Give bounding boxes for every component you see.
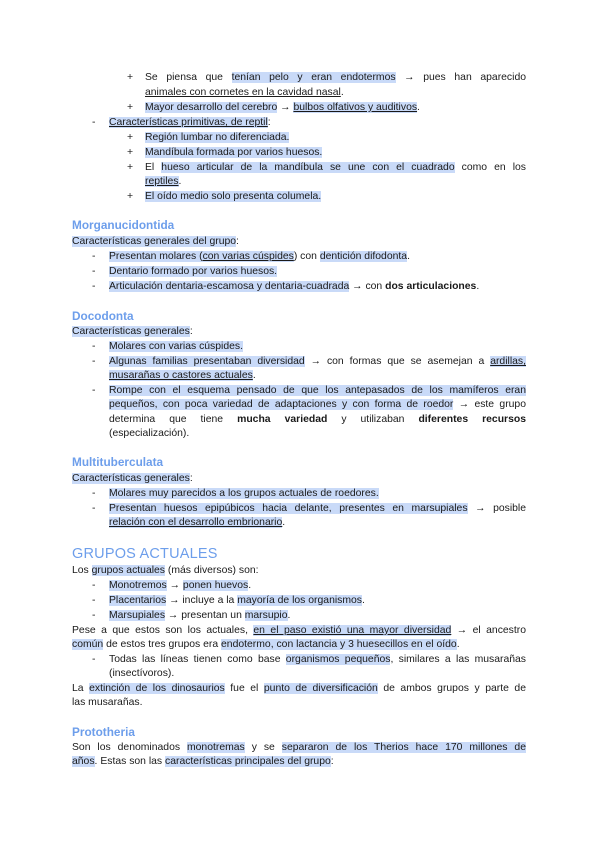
text: . xyxy=(287,610,291,621)
highlight: grupos actuales xyxy=(91,565,165,576)
dash-bullet: - xyxy=(92,385,96,396)
text: . xyxy=(417,102,420,113)
text-line xyxy=(72,741,526,755)
dash-bullet: - xyxy=(92,595,96,606)
text: → con xyxy=(349,281,386,292)
text: . xyxy=(340,87,344,98)
highlight: musarañas o castores actuales xyxy=(109,370,253,381)
highlight: Dentario formado por varios huesos. xyxy=(109,266,278,277)
text: Pese a que estos son los actuales, xyxy=(72,625,254,636)
section-heading: Docodonta xyxy=(72,309,134,323)
text: → xyxy=(166,580,183,591)
highlight: extinción de los dinosaurios xyxy=(89,683,225,694)
text: → el ancestro xyxy=(451,625,526,636)
plus-bullet: + xyxy=(127,191,134,202)
text: : xyxy=(189,326,193,337)
highlight: endotermo, con lactancia y 3 huesecillos en el oído xyxy=(221,639,457,650)
text-line xyxy=(109,594,365,608)
highlight: ardillas, xyxy=(490,356,526,367)
highlight: Molares con varias cúspides. xyxy=(109,341,243,352)
text: de estos tres grupos era xyxy=(103,639,222,650)
highlight: dentición difodonta xyxy=(319,251,408,262)
highlight: El oído medio solo presenta columela. xyxy=(145,191,322,202)
text-line xyxy=(72,755,334,769)
highlight: tenían pelo y eran endotermos xyxy=(231,72,396,83)
text-line xyxy=(109,487,379,501)
text-line xyxy=(145,190,321,204)
dash-bullet: - xyxy=(92,580,96,591)
text-line xyxy=(145,71,526,85)
highlight: ponen huevos xyxy=(182,580,249,591)
dash-bullet: - xyxy=(92,281,96,292)
text-line: (insectívoros). xyxy=(109,668,175,679)
bold-text: dos articulaciones xyxy=(385,281,477,292)
text-line xyxy=(109,579,251,593)
highlight: común xyxy=(72,639,104,650)
text: El xyxy=(145,162,162,173)
text-line xyxy=(109,413,526,427)
text: . xyxy=(282,517,286,528)
text: de ambos grupos y parte de xyxy=(377,683,526,694)
dash-bullet: - xyxy=(92,251,96,262)
highlight: Características generales xyxy=(72,326,190,337)
text-line: las musarañas. xyxy=(72,697,143,708)
highlight: separaron de los Therios hace 170 millones de xyxy=(281,742,526,753)
text: → incluye a la xyxy=(166,595,238,606)
highlight: Algunas familias presentaban diversidad xyxy=(109,356,305,367)
text-line xyxy=(109,250,410,264)
dash-bullet: - xyxy=(92,654,96,665)
text: Son los denominados xyxy=(72,742,187,753)
text: → posible xyxy=(467,503,526,514)
section-subtitle xyxy=(72,235,239,249)
highlight: con varias cúspides xyxy=(202,251,294,262)
text: . xyxy=(178,176,182,187)
text: : xyxy=(330,756,334,767)
plus-bullet: + xyxy=(127,72,134,83)
highlight: Mayor desarrollo del cerebro xyxy=(145,102,278,113)
text: . xyxy=(407,251,410,262)
text: como en los xyxy=(454,162,526,173)
section-heading: Multituberculata xyxy=(72,455,164,469)
text-line xyxy=(145,175,181,189)
text: Se piensa que xyxy=(145,72,232,83)
text: : xyxy=(236,236,239,247)
text-line xyxy=(145,86,344,100)
text-line xyxy=(72,638,460,652)
text: . xyxy=(456,639,460,650)
highlight: Características generales xyxy=(72,473,190,484)
text-line xyxy=(109,653,526,667)
highlight: monotremas xyxy=(187,742,245,753)
text-line xyxy=(109,369,256,383)
highlight: pequeños, con poca variedad de adaptaciones y con forma de roedor xyxy=(109,399,454,410)
text: y utilizaban xyxy=(327,414,419,425)
section-subtitle xyxy=(72,472,193,486)
highlight: organismos pequeños xyxy=(285,654,391,665)
highlight: relación con el desarrollo embrionario xyxy=(109,517,283,528)
highlight: mayoría de los organismos xyxy=(237,595,362,606)
highlight: reptiles xyxy=(145,176,179,187)
highlight: Monotremos xyxy=(109,580,167,591)
text-line xyxy=(109,609,290,623)
text-line xyxy=(109,516,285,530)
highlight: años xyxy=(72,756,95,767)
dash-bullet: - xyxy=(92,341,96,352)
highlight: Marsupiales xyxy=(109,610,166,621)
text: : xyxy=(189,473,193,484)
highlight: bulbos olfativos y auditivos xyxy=(293,102,418,113)
dash-bullet: - xyxy=(92,488,96,499)
dash-bullet: - xyxy=(92,117,96,128)
text: . xyxy=(252,370,256,381)
text-line xyxy=(145,146,322,160)
text-line xyxy=(109,265,277,279)
highlight: en el paso existió una mayor diversidad xyxy=(253,625,452,636)
text: Todas las líneas tienen como base xyxy=(109,654,286,665)
text: . xyxy=(361,595,365,606)
text-line xyxy=(72,564,259,578)
text: La xyxy=(72,683,90,694)
text: → este grupo xyxy=(453,399,526,410)
highlight: Articulación dentaria-escamosa y dentaria-cuadrada xyxy=(109,281,350,292)
plus-bullet: + xyxy=(127,132,134,143)
text: y se xyxy=(244,742,282,753)
text-line xyxy=(109,355,526,369)
highlight: Presentan molares ( xyxy=(109,251,203,262)
underlined-text: animales con cornetes en la cavidad nasal xyxy=(145,87,341,98)
text: Los xyxy=(72,565,92,576)
text-line: (especialización). xyxy=(109,428,190,439)
text: → con formas que se asemejan a xyxy=(304,356,491,367)
text-line xyxy=(109,116,271,130)
text-line xyxy=(109,502,526,516)
text-line xyxy=(72,624,526,638)
text: → pues han aparecido xyxy=(395,72,526,83)
bold-text: diferentes recursos xyxy=(418,414,526,425)
text: → presentan un xyxy=(165,610,245,621)
highlight: características principales del grupo xyxy=(165,756,331,767)
text: fue el xyxy=(224,683,264,694)
highlight: Características generales del grupo xyxy=(72,236,237,247)
highlight: Molares muy parecidos a los grupos actuales de roedores. xyxy=(109,488,379,499)
highlight: Región lumbar no diferenciada. xyxy=(145,132,290,143)
text: . xyxy=(248,580,252,591)
dash-bullet: - xyxy=(92,610,96,621)
dash-bullet: - xyxy=(92,503,96,514)
text-line xyxy=(109,384,526,398)
dash-bullet: - xyxy=(92,266,96,277)
text: ) con xyxy=(293,251,320,262)
text: . xyxy=(476,281,480,292)
section-heading: Prototheria xyxy=(72,725,135,739)
plus-bullet: + xyxy=(127,162,134,173)
plus-bullet: + xyxy=(127,147,134,158)
text: . Estas son las xyxy=(94,756,166,767)
dash-bullet: - xyxy=(92,356,96,367)
text-line xyxy=(109,280,479,294)
text-line xyxy=(145,161,526,175)
highlight: punto de diversificación xyxy=(263,683,378,694)
highlight: Mandíbula formada por varios huesos. xyxy=(145,147,323,158)
highlight: hueso articular de la mandíbula se une con el cuadrado xyxy=(161,162,455,173)
highlight: Características primitivas, de reptil xyxy=(109,117,268,128)
text: : xyxy=(267,117,271,128)
highlight: Presentan huesos epipúbicos hacia delante, presentes en marsupiales xyxy=(109,503,468,514)
text-line xyxy=(145,101,420,115)
highlight: Placentarios xyxy=(109,595,167,606)
section-heading-major: GRUPOS ACTUALES xyxy=(72,546,218,562)
text: (más diversos) son: xyxy=(165,565,259,576)
highlight: marsupio xyxy=(244,610,288,621)
plus-bullet: + xyxy=(127,102,134,113)
text: determina que tiene xyxy=(109,414,238,425)
text: , similares a las musarañas xyxy=(390,654,526,665)
text-line xyxy=(72,682,526,696)
section-heading: Morganucidontida xyxy=(72,218,175,232)
bold-text: mucha variedad xyxy=(237,414,328,425)
highlight: Rompe con el esquema pensado de que los antepasados de los mamíferos eran xyxy=(109,385,526,396)
text: → xyxy=(277,102,294,113)
text-line xyxy=(109,340,243,354)
text-line xyxy=(109,398,526,412)
text-line xyxy=(145,131,289,145)
section-subtitle xyxy=(72,325,193,339)
